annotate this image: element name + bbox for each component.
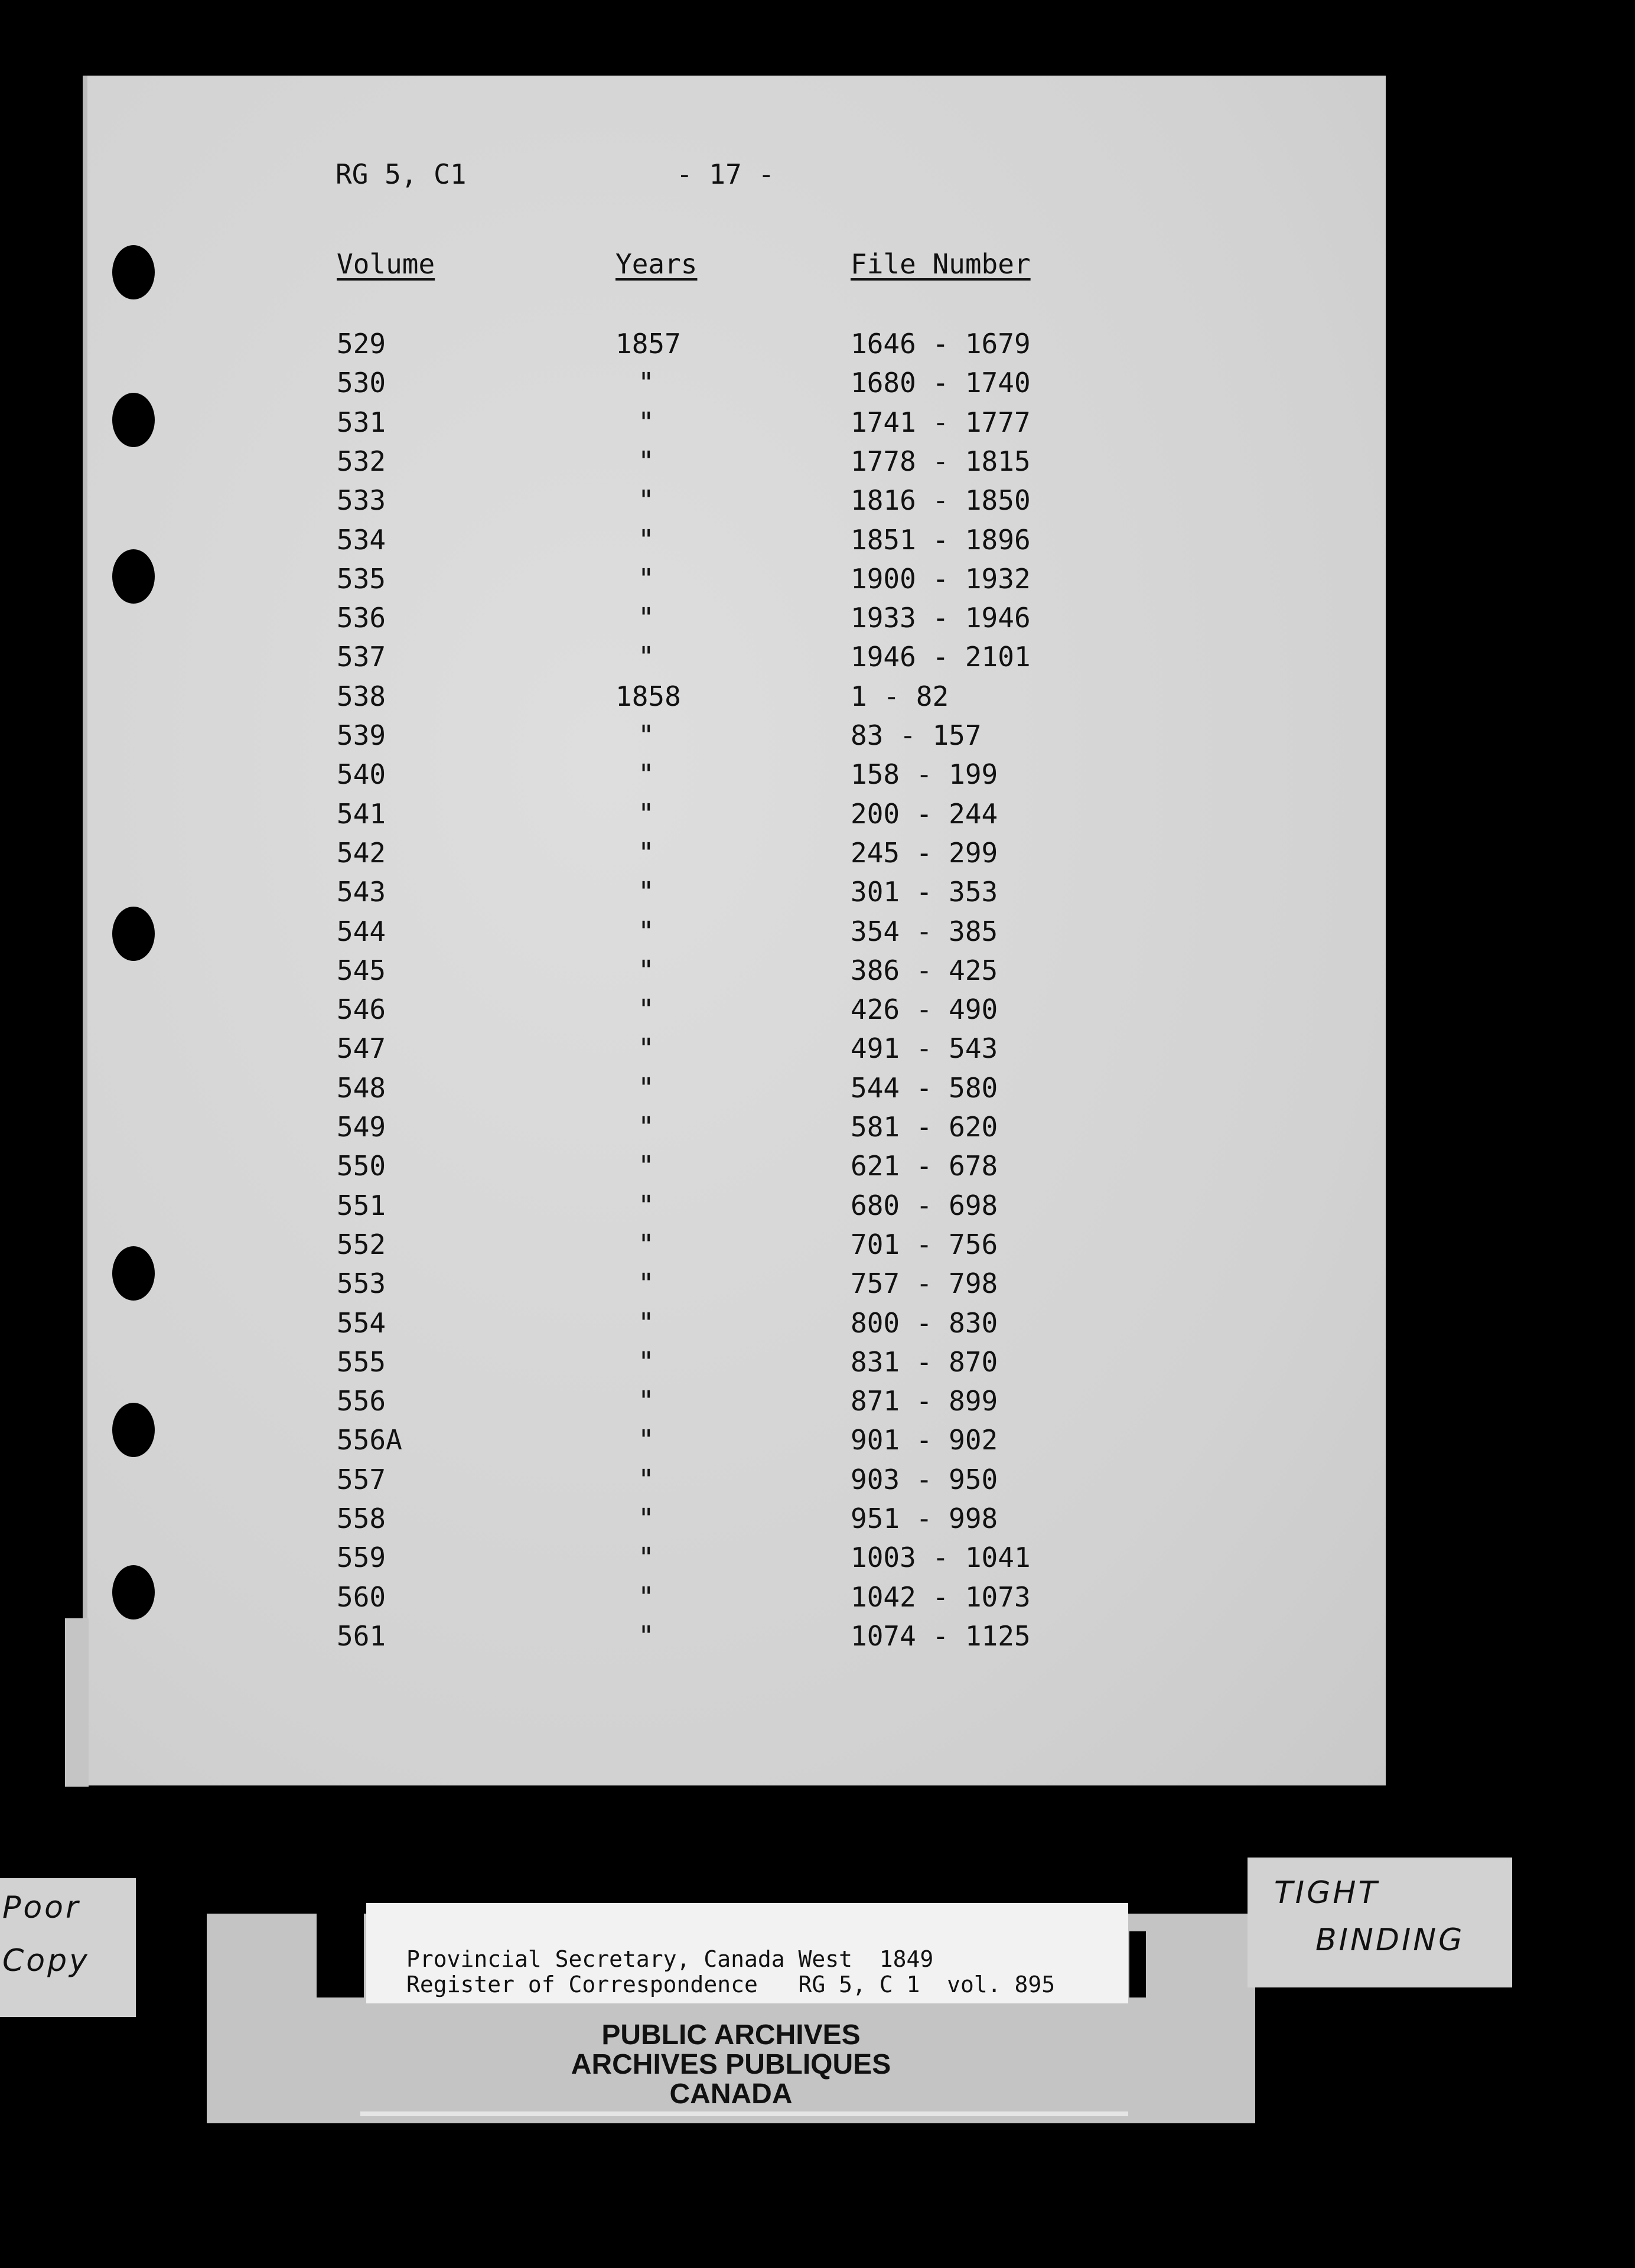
years-cell: "	[638, 836, 654, 869]
years-cell: "	[638, 1503, 654, 1534]
file-number-cell: 800 - 830	[851, 1306, 998, 1339]
label-divider	[360, 2111, 1128, 2116]
table-row	[0, 1620, 1635, 1659]
table-row	[0, 993, 1635, 1032]
archives-name-english: PUBLIC ARCHIVES	[601, 2019, 861, 2051]
years-cell: "	[638, 406, 654, 438]
table-row	[0, 563, 1635, 602]
years-cell: 1858	[615, 680, 681, 712]
note-text: BINDING	[1315, 1922, 1465, 1958]
years-cell: "	[638, 915, 654, 947]
file-number-cell: 901 - 902	[851, 1424, 998, 1456]
table-row	[0, 837, 1635, 876]
file-number-cell: 83 - 157	[851, 719, 982, 751]
archives-name-french: ARCHIVES PUBLIQUES	[571, 2049, 891, 2080]
archives-country: CANADA	[669, 2078, 793, 2110]
table-row	[0, 680, 1635, 719]
volume-cell: 556	[337, 1385, 386, 1418]
volume-cell: 560	[337, 1581, 386, 1613]
file-number-cell: 354 - 385	[851, 915, 998, 947]
years-cell: "	[638, 1385, 654, 1418]
volume-cell: 550	[337, 1150, 386, 1182]
file-number-cell: 1851 - 1896	[851, 523, 1031, 556]
column-header-volume: Volume	[337, 248, 435, 280]
years-cell: "	[638, 1581, 654, 1613]
years-cell: "	[638, 1071, 654, 1104]
file-number-cell: 1074 - 1125	[851, 1619, 1031, 1652]
file-number-cell: 245 - 299	[851, 836, 998, 869]
years-cell: "	[638, 797, 654, 830]
file-number-cell: 1680 - 1740	[851, 367, 1031, 399]
table-row	[0, 1150, 1635, 1189]
years-cell: "	[638, 602, 654, 634]
years-cell: "	[638, 1619, 654, 1652]
years-cell: "	[638, 1032, 654, 1065]
file-number-cell: 1816 - 1850	[851, 484, 1031, 517]
volume-cell: 534	[337, 523, 386, 556]
file-number-cell: 757 - 798	[851, 1267, 998, 1300]
volume-cell: 539	[337, 719, 386, 751]
note-text: Poor	[2, 1890, 81, 1925]
table-row	[0, 1503, 1635, 1542]
volume-cell: 541	[337, 797, 386, 830]
table-row	[0, 445, 1635, 484]
file-number-cell: 200 - 244	[851, 797, 998, 830]
volume-cell: 545	[337, 954, 386, 986]
note-text: TIGHT	[1274, 1875, 1380, 1911]
table-row	[0, 758, 1635, 797]
volume-cell: 529	[337, 328, 386, 360]
table-row	[0, 1385, 1635, 1424]
years-cell: "	[638, 719, 654, 751]
volume-cell: 551	[337, 1189, 386, 1221]
file-number-cell: 158 - 199	[851, 758, 998, 791]
table-row	[0, 719, 1635, 758]
table-row	[0, 1032, 1635, 1071]
page-number: - 17 -	[676, 158, 775, 190]
volume-cell: 536	[337, 602, 386, 634]
years-cell: "	[638, 1189, 654, 1221]
file-number-cell: 871 - 899	[851, 1385, 998, 1418]
volume-cell: 532	[337, 445, 386, 477]
file-number-cell: 581 - 620	[851, 1111, 998, 1143]
years-cell: "	[638, 1542, 654, 1574]
table-row	[0, 367, 1635, 406]
years-cell: "	[638, 562, 654, 595]
file-number-cell: 621 - 678	[851, 1150, 998, 1182]
file-number-cell: 1 - 82	[851, 680, 949, 712]
years-cell: "	[638, 445, 654, 477]
file-number-cell: 386 - 425	[851, 954, 998, 986]
years-cell: "	[638, 484, 654, 517]
table-row	[0, 915, 1635, 954]
table-row	[0, 876, 1635, 915]
table-row	[0, 328, 1635, 367]
volume-cell: 555	[337, 1345, 386, 1378]
volume-cell: 535	[337, 562, 386, 595]
volume-cell: 546	[337, 993, 386, 1026]
table-row	[0, 1464, 1635, 1503]
label-slot	[1129, 1931, 1146, 1997]
years-cell: "	[638, 1345, 654, 1378]
years-cell: "	[638, 641, 654, 673]
file-number-cell: 1900 - 1932	[851, 562, 1031, 595]
years-cell: "	[638, 876, 654, 908]
volume-cell: 559	[337, 1542, 386, 1574]
volume-cell: 549	[337, 1111, 386, 1143]
table-row	[0, 524, 1635, 563]
file-number-cell: 1646 - 1679	[851, 328, 1031, 360]
years-cell: "	[638, 1228, 654, 1260]
file-number-cell: 1946 - 2101	[851, 641, 1031, 673]
table-row	[0, 1267, 1635, 1306]
volume-cell: 544	[337, 915, 386, 947]
table-row	[0, 1581, 1635, 1620]
file-number-cell: 1933 - 1946	[851, 602, 1031, 634]
volume-cell: 553	[337, 1267, 386, 1300]
years-cell: "	[638, 367, 654, 399]
column-header-file-number: File Number	[851, 248, 1031, 280]
file-number-cell: 951 - 998	[851, 1503, 998, 1534]
file-number-cell: 544 - 580	[851, 1071, 998, 1104]
tight-binding-note	[1248, 1858, 1512, 1987]
volume-cell: 540	[337, 758, 386, 791]
years-cell: "	[638, 523, 654, 556]
volume-cell: 548	[337, 1071, 386, 1104]
volume-cell: 530	[337, 367, 386, 399]
volume-cell: 547	[337, 1032, 386, 1065]
table-row	[0, 602, 1635, 641]
file-number-cell: 1778 - 1815	[851, 445, 1031, 477]
table-row	[0, 1228, 1635, 1267]
file-number-cell: 491 - 543	[851, 1032, 998, 1065]
record-group-ref: RG 5, C1	[336, 158, 467, 190]
table-row	[0, 1424, 1635, 1463]
years-cell: "	[638, 1463, 654, 1495]
table-row	[0, 1307, 1635, 1346]
label-slot	[317, 1914, 364, 1997]
volume-cell: 542	[337, 836, 386, 869]
file-number-cell: 903 - 950	[851, 1463, 998, 1495]
table-row	[0, 1072, 1635, 1111]
years-cell: "	[638, 758, 654, 791]
file-number-cell: 831 - 870	[851, 1345, 998, 1378]
table-row	[0, 406, 1635, 445]
years-cell: "	[638, 954, 654, 986]
table-row	[0, 954, 1635, 993]
file-number-cell: 701 - 756	[851, 1228, 998, 1260]
table-row	[0, 1111, 1635, 1150]
binder-hole	[112, 245, 155, 299]
volume-cell: 531	[337, 406, 386, 438]
file-number-cell: 301 - 353	[851, 876, 998, 908]
volume-cell: 561	[337, 1619, 386, 1652]
file-number-cell: 680 - 698	[851, 1189, 998, 1221]
table-row	[0, 798, 1635, 837]
table-row	[0, 1346, 1635, 1385]
note-text: Copy	[2, 1943, 90, 1979]
table-row	[0, 484, 1635, 523]
file-number-cell: 1003 - 1041	[851, 1542, 1031, 1574]
file-number-cell: 1042 - 1073	[851, 1581, 1031, 1613]
table-row	[0, 1542, 1635, 1581]
volume-cell: 533	[337, 484, 386, 517]
volume-cell: 537	[337, 641, 386, 673]
volume-cell: 557	[337, 1463, 386, 1495]
table-row	[0, 641, 1635, 680]
years-cell: "	[638, 1424, 654, 1456]
years-cell: "	[638, 1306, 654, 1339]
years-cell: "	[638, 993, 654, 1026]
table-row	[0, 1190, 1635, 1228]
volume-cell: 554	[337, 1306, 386, 1339]
file-number-cell: 426 - 490	[851, 993, 998, 1026]
poor-copy-note	[0, 1878, 136, 2017]
years-cell: "	[638, 1111, 654, 1143]
volume-cell: 543	[337, 876, 386, 908]
volume-cell: 552	[337, 1228, 386, 1260]
years-cell: "	[638, 1267, 654, 1300]
years-cell: 1857	[615, 328, 681, 360]
volume-cell: 556A	[337, 1424, 402, 1456]
label-reference-line: Register of Correspondence RG 5, C 1 vol. 895	[406, 1972, 1056, 1997]
volume-cell: 558	[337, 1503, 386, 1534]
years-cell: "	[638, 1150, 654, 1182]
file-number-cell: 1741 - 1777	[851, 406, 1031, 438]
column-header-years: Years	[615, 248, 698, 280]
label-title-line: Provincial Secretary, Canada West 1849	[406, 1946, 934, 1972]
volume-cell: 538	[337, 680, 386, 712]
